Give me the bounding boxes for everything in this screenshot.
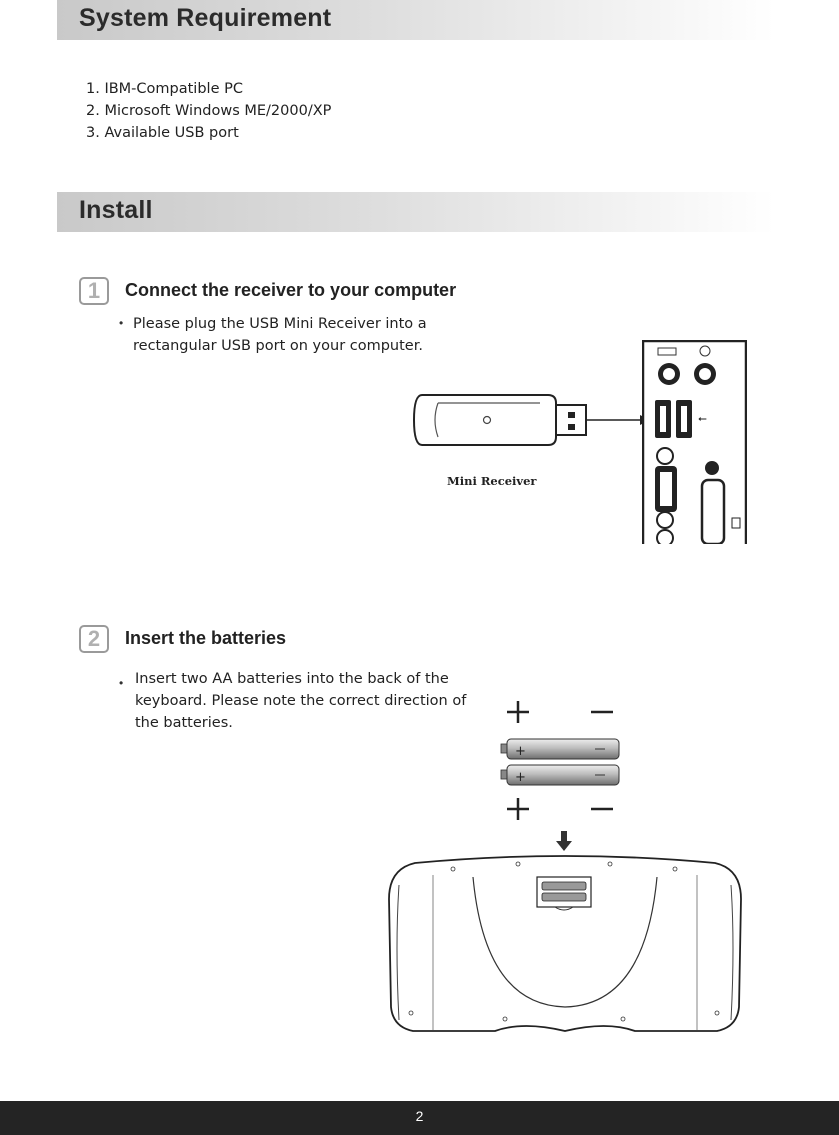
bullet-dot-icon: • <box>119 676 124 690</box>
step-text-line: Insert two AA batteries into the back of the <box>135 671 449 687</box>
step-instructions <box>135 668 466 734</box>
section-header-install <box>57 192 775 232</box>
requirements-list <box>86 78 331 144</box>
section-header-system-requirement <box>57 0 775 40</box>
list-item: 2. Microsoft Windows ME/2000/XP <box>86 103 332 119</box>
usb-symbol-icon: ⭠ <box>698 412 707 425</box>
step-text-line: rectangular USB port on your computer. <box>133 338 423 354</box>
section-title: System Requirement <box>79 4 332 32</box>
computer-back-panel-illustration <box>642 340 747 544</box>
step-title: Insert the batteries <box>125 628 287 648</box>
svg-text:+: + <box>515 770 526 785</box>
step-text-line: Please plug the USB Mini Receiver into a <box>133 316 427 332</box>
list-item: 1. IBM-Compatible PC <box>86 81 243 97</box>
bullet-dot-icon: • <box>119 316 124 330</box>
step-text-line: keyboard. Please note the correct direction of <box>135 693 467 709</box>
page-number: 2 <box>415 1108 424 1124</box>
list-item: 3. Available USB port <box>86 125 239 141</box>
batteries-illustration <box>495 695 635 825</box>
down-arrow-icon <box>555 831 573 853</box>
keyboard-back-illustration <box>385 855 745 1040</box>
step-number-badge: 1 <box>79 277 109 305</box>
step-text-line: the batteries. <box>135 715 233 731</box>
step-instructions <box>133 313 427 357</box>
illustration-caption: Mini Receiver <box>447 474 537 488</box>
step-title: Connect the receiver to your computer <box>125 280 457 300</box>
section-title: Install <box>79 196 153 224</box>
step-number-badge: 2 <box>79 625 109 653</box>
page-footer <box>0 1101 839 1135</box>
mini-receiver-illustration <box>410 385 650 455</box>
svg-text:+: + <box>515 744 526 759</box>
